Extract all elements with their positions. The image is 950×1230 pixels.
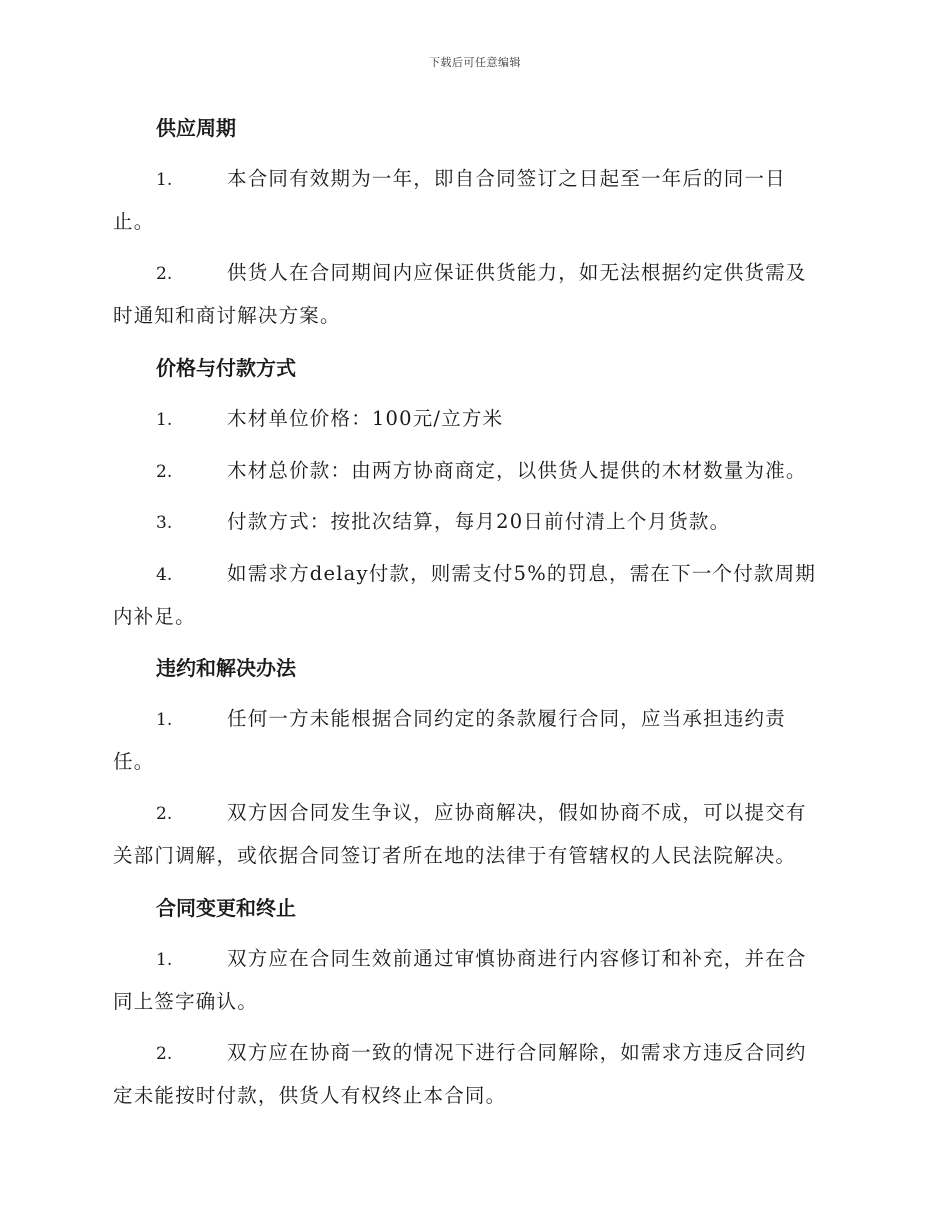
item-number: 3.	[156, 513, 173, 533]
item-text: 木材总价款：由两方协商商定，以供货人提供的木材数量为准。	[227, 459, 807, 482]
item-text-continued: 止。	[113, 210, 155, 233]
item-text: 双方因合同发生争议，应协商解决，假如协商不成，可以提交有	[227, 801, 807, 824]
section-heading: 合同变更和终止	[156, 896, 296, 920]
item-number: 2.	[156, 264, 173, 284]
item-number: 2.	[156, 462, 173, 482]
item-text-continued: 内补足。	[113, 605, 196, 628]
item-text: 供货人在合同期间内应保证供货能力，如无法根据约定供货需及	[227, 261, 807, 284]
item-number: 2.	[156, 804, 173, 824]
section-heading: 违约和解决办法	[156, 656, 296, 680]
item-text: 双方应在协商一致的情况下进行合同解除，如需求方违反合同约	[227, 1041, 807, 1064]
item-text-continued: 同上签字确认。	[113, 990, 258, 1013]
item-text-continued: 关部门调解，或依据合同签订者所在地的法律于有管辖权的人民法院解决。	[113, 844, 797, 867]
section-heading: 价格与付款方式	[156, 356, 296, 380]
item-number: 1.	[156, 170, 173, 190]
item-text-continued: 任。	[113, 750, 155, 773]
item-number: 1.	[156, 950, 173, 970]
item-text: 如需求方delay付款，则需支付5%的罚息，需在下一个付款周期	[227, 562, 817, 585]
item-text: 本合同有效期为一年，即自合同签订之日起至一年后的同一日	[227, 167, 786, 190]
section-heading: 供应周期	[156, 116, 236, 140]
item-text-continued: 时通知和商讨解决方案。	[113, 304, 341, 327]
item-text: 付款方式：按批次结算，每月20日前付清上个月货款。	[227, 510, 731, 533]
item-text: 双方应在合同生效前通过审慎协商进行内容修订和补充，并在合	[227, 947, 807, 970]
item-number: 2.	[156, 1044, 173, 1064]
item-number: 4.	[156, 565, 173, 585]
item-number: 1.	[156, 710, 173, 730]
header-note: 下载后可任意编辑	[429, 56, 521, 69]
item-number: 1.	[156, 410, 173, 430]
item-text-continued: 定未能按时付款，供货人有权终止本合同。	[113, 1084, 507, 1107]
item-text: 木材单位价格：100元/立方米	[227, 407, 504, 430]
item-text: 任何一方未能根据合同约定的条款履行合同，应当承担违约责	[227, 707, 786, 730]
